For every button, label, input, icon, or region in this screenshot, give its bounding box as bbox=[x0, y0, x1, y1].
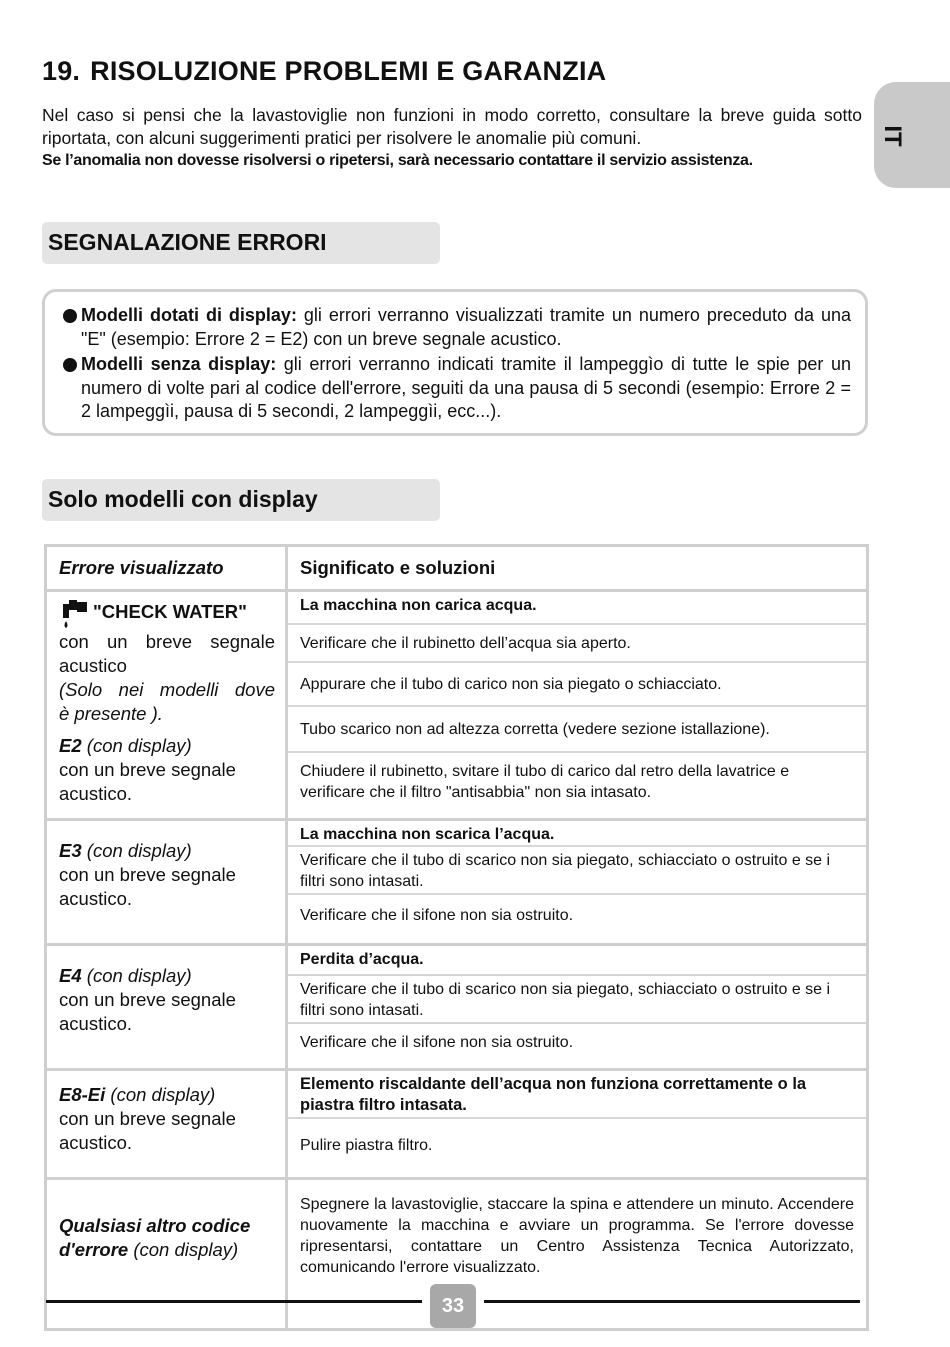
solution-heading: La macchina non carica acqua. bbox=[288, 592, 866, 625]
solution-cell-e3 bbox=[287, 820, 868, 945]
error-code-note: (con display) bbox=[81, 840, 192, 861]
error-code-note: (con display) bbox=[105, 1084, 216, 1105]
solution-item: Verificare che il sifone non sia ostruito. bbox=[300, 906, 574, 924]
solution-item: Appurare che il tubo di carico non sia piegato o schiacciato. bbox=[288, 663, 866, 707]
bullet-with-display-label: Modelli dotati di display: bbox=[81, 305, 297, 325]
intro-warning: Se l’anomalia non dovesse risolversi o ripetersi, sarà necessario contattare il servizio assistenza. bbox=[42, 152, 753, 169]
solution-heading: La macchina non scarica l’acqua. bbox=[288, 821, 866, 847]
solution-cell-e8 bbox=[287, 1070, 868, 1179]
error-description: con un breve segnale bbox=[59, 989, 236, 1010]
error-description: acustico. bbox=[59, 783, 133, 804]
check-water-label: "CHECK WATER" bbox=[93, 601, 247, 622]
error-code: E8-Ei bbox=[59, 1084, 106, 1105]
table-row bbox=[46, 591, 868, 820]
bullet-with-display-text: gli errori verranno visualizzati tramite un numero preceduto da una "E" (esempio: Errore 2 = E2) con un breve segnale acustico. bbox=[81, 305, 851, 349]
solution-cell-e2 bbox=[287, 591, 868, 820]
section-title: RISOLUZIONE PROBLEMI E GARANZIA bbox=[90, 56, 607, 86]
error-note: è presente ). bbox=[59, 703, 163, 724]
error-cell-e2 bbox=[46, 591, 287, 820]
solution-item: Verificare che il sifone non sia ostruito. bbox=[300, 1033, 574, 1051]
error-note: (Solo nei modelli dove bbox=[59, 679, 275, 700]
error-description: acustico. bbox=[59, 888, 133, 909]
error-description: con un breve segnale bbox=[59, 1108, 236, 1129]
solution-cell-other bbox=[287, 1179, 868, 1330]
solution-item: Verificare che il rubinetto dell’acqua sia aperto. bbox=[288, 625, 866, 663]
solution-item: Tubo scarico non ad altezza corretta (vedere sezione istallazione). bbox=[288, 707, 866, 753]
language-tab bbox=[874, 82, 950, 188]
error-description: con un breve segnale bbox=[59, 631, 275, 652]
table-row bbox=[46, 820, 868, 945]
bullet-without-display bbox=[61, 353, 851, 424]
error-code: E3 bbox=[59, 840, 82, 861]
footer-rule-right bbox=[484, 1300, 860, 1303]
water-tap-icon bbox=[59, 600, 87, 630]
bullet-without-display-label: Modelli senza display: bbox=[81, 354, 277, 374]
solution-item: Spegnere la lavastoviglie, staccare la spina e attendere un minuto. Accendere nuovamente la macchina e avviare un programma. Se l'errore dovesse ripresentarsi, contattare un Centro Assistenza Tecnica Autorizzato, comunicando l'errore visualizzato. bbox=[300, 1196, 854, 1276]
page-title bbox=[42, 56, 606, 87]
bullet-icon bbox=[63, 309, 77, 323]
error-description: con un breve segnale bbox=[59, 864, 236, 885]
solution-heading: Perdita d’acqua. bbox=[288, 946, 866, 976]
solution-item: Pulire piastra filtro. bbox=[300, 1136, 433, 1154]
bullet-icon bbox=[63, 358, 77, 372]
page-number: 33 bbox=[430, 1284, 476, 1328]
section-number: 19. bbox=[42, 56, 81, 86]
error-cell-e8 bbox=[46, 1070, 287, 1179]
section-heading-display: Solo modelli con display bbox=[42, 479, 440, 521]
error-table bbox=[44, 544, 869, 1331]
solution-cell-e4 bbox=[287, 945, 868, 1070]
error-description: con un breve segnale bbox=[59, 759, 236, 780]
error-cell-other bbox=[46, 1179, 287, 1330]
error-description: acustico bbox=[59, 655, 127, 676]
solution-item: Verificare che il tubo di scarico non sia piegato, schiacciato o ostruito e se i filtri sono intasati. bbox=[288, 976, 866, 1024]
error-code: d'errore bbox=[59, 1239, 129, 1260]
column-header-meaning: Significato e soluzioni bbox=[287, 546, 868, 591]
error-description: acustico. bbox=[59, 1013, 133, 1034]
error-signalling-box bbox=[42, 289, 868, 436]
error-cell-e3 bbox=[46, 820, 287, 945]
error-cell-e4 bbox=[46, 945, 287, 1070]
footer-rule-left bbox=[46, 1300, 422, 1303]
table-row bbox=[46, 945, 868, 1070]
intro-paragraph: Nel caso si pensi che la lavastoviglie non funzioni in modo corretto, consultare la breve guida sotto riportata, con alcuni suggerimenti pratici per risolvere le anomalie più comuni. bbox=[42, 105, 862, 148]
column-header-error: Errore visualizzato bbox=[46, 546, 287, 591]
error-code: E4 bbox=[59, 965, 82, 986]
error-code: E2 bbox=[59, 735, 82, 756]
error-description: acustico. bbox=[59, 1132, 133, 1153]
table-row bbox=[46, 1070, 868, 1179]
solution-item: Verificare che il tubo di scarico non sia piegato, schiacciato o ostruito e se i filtri sono intasati. bbox=[288, 847, 866, 895]
language-label: IT bbox=[879, 125, 906, 147]
error-code-note: (con display) bbox=[128, 1239, 239, 1260]
error-code: Qualsiasi altro codice bbox=[59, 1215, 251, 1236]
bullet-without-display-text: gli errori verranno indicati tramite il lampeggìo di tutte le spie per un numero di volte pari al codice dell'errore, seguiti da una pausa di 5 secondi (esempio: Errore 2 = 2 lampeggìi, pausa di 5 secondi, 2 lampeggìi, ecc...). bbox=[81, 354, 852, 421]
bullet-with-display bbox=[61, 304, 851, 351]
error-code-note: (con display) bbox=[81, 735, 192, 756]
table-header-row bbox=[46, 546, 868, 591]
section-heading-errors: SEGNALAZIONE ERRORI bbox=[42, 222, 440, 264]
solution-item: Chiudere il rubinetto, svitare il tubo di carico dal retro della lavatrice e verificare che il filtro "antisabbia" non sia intasato. bbox=[300, 763, 790, 801]
solution-heading: Elemento riscaldante dell’acqua non funziona correttamente o la piastra filtro intasata. bbox=[288, 1071, 866, 1119]
error-code-note: (con display) bbox=[81, 965, 192, 986]
